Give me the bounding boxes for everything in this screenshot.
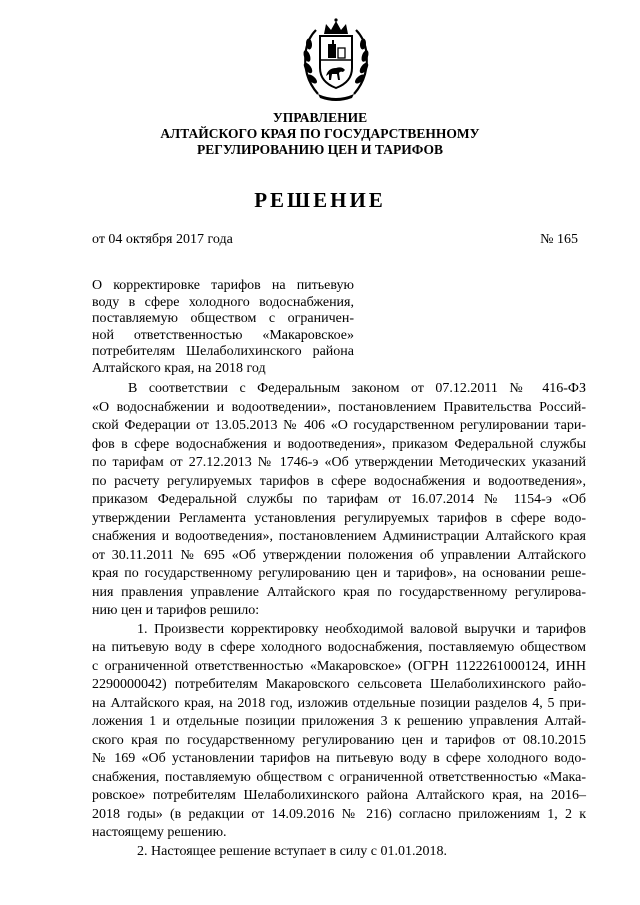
body-line: нию цен и тарифов решило: xyxy=(92,603,260,618)
subject-line: ной ответственностью «Макаровское» xyxy=(92,327,354,343)
subject-line: воду в сфере холодного водоснабжения, xyxy=(92,294,354,310)
subject-line: Алтайского края, на 2018 год xyxy=(92,360,266,376)
altai-krai-coat-of-arms xyxy=(296,16,376,102)
body-line: на питьевую воду в сфере холодного водоснабжения, поставляемую обществом xyxy=(92,640,586,655)
agency-line: АЛТАЙСКОГО КРАЯ ПО ГОСУДАРСТВЕННОМУ xyxy=(160,126,480,141)
body-line: от 30.11.2011 № 695 «Об утверждении положения об управлении Алтайского xyxy=(92,547,586,563)
body-line: ровское» потребителям Шелаболихинского района Алтайского края, на 2016– xyxy=(92,788,586,803)
body-line: ния правления управление Алтайского края по государственному регулирова- xyxy=(92,584,586,600)
body-line: снабжения и водоотведения», постановлением Администрации Алтайского края xyxy=(92,529,586,544)
agency-name xyxy=(60,110,580,158)
body-line: № 169 «Об установлении тарифов на питьевую воду в сфере холодного водо- xyxy=(92,751,586,766)
document-body xyxy=(92,380,586,861)
body-line: ского края по государственному регулированию цен и тарифов от 08.10.2015 xyxy=(92,732,586,748)
body-line: приказом Федеральной службы по тарифам от 16.07.2014 № 1154-э «Об xyxy=(92,492,586,507)
body-line: 2018 годы» (в редакции от 14.09.2016 № 216) согласно приложениям 1, 2 к xyxy=(92,806,586,822)
body-line: 1. Произвести корректировку необходимой валовой выручки и тарифов xyxy=(137,621,586,637)
body-line: 2290000042) потребителям Макаровского сельсовета Шелаболихинского райо- xyxy=(92,677,586,692)
body-line: утверждении Регламента установления регулируемых тарифов в сфере водо- xyxy=(92,510,586,526)
body-line: фов в сфере водоснабжения и водоотведения», приказом Федеральной службы xyxy=(92,436,586,452)
body-line: ложения 1 и отдельные позиции приложения 3 к решению управления Алтай- xyxy=(92,714,586,729)
body-line: края по государственному регулированию цен и тарифов», на основании реше- xyxy=(92,566,586,581)
subject-line: О корректировке тарифов на питьевую xyxy=(92,278,354,293)
subject-line: потребителям Шелаболихинского района xyxy=(92,344,354,359)
body-line: В соответствии с Федеральным законом от 07.12.2011 № 416-ФЗ xyxy=(128,381,586,396)
document-date: от 04 октября 2017 года xyxy=(92,232,233,247)
agency-line: РЕГУЛИРОВАНИЮ ЦЕН И ТАРИФОВ xyxy=(196,142,444,157)
body-line: «О водоснабжении и водоотведении», постановлением Правительства Россий- xyxy=(92,399,586,415)
body-line: с ограниченной ответственностью «Макаровское» (ОГРН 1122261000124, ИНН xyxy=(92,658,586,674)
body-line: по расчету регулируемых тарифов в сфере водоснабжения и водоотведения», xyxy=(92,473,586,489)
body-line: ской Федерации от 13.05.2013 № 406 «О государственном регулировании тари- xyxy=(92,418,586,433)
agency-line: УПРАВЛЕНИЕ xyxy=(272,110,368,125)
body-line: на Алтайского края, на 2018 год, изложив отдельные позиции разделов 4, 5 при- xyxy=(92,695,586,711)
document-subject xyxy=(92,278,354,377)
body-line: снабжения, поставляемую обществом с ограниченной ответственностью «Мака- xyxy=(92,769,586,785)
document-number: № 165 xyxy=(540,232,578,247)
body-line: 2. Настоящее решение вступает в силу с 01.01.2018. xyxy=(137,843,447,859)
subject-line: поставляемую обществом с ограничен- xyxy=(92,311,354,326)
body-line: по тарифам от 27.12.2013 № 1746-э «Об утверждении Методических указаний xyxy=(92,455,586,470)
document-type-title: РЕШЕНИЕ xyxy=(254,188,386,212)
body-line: настоящему решению. xyxy=(92,825,227,840)
